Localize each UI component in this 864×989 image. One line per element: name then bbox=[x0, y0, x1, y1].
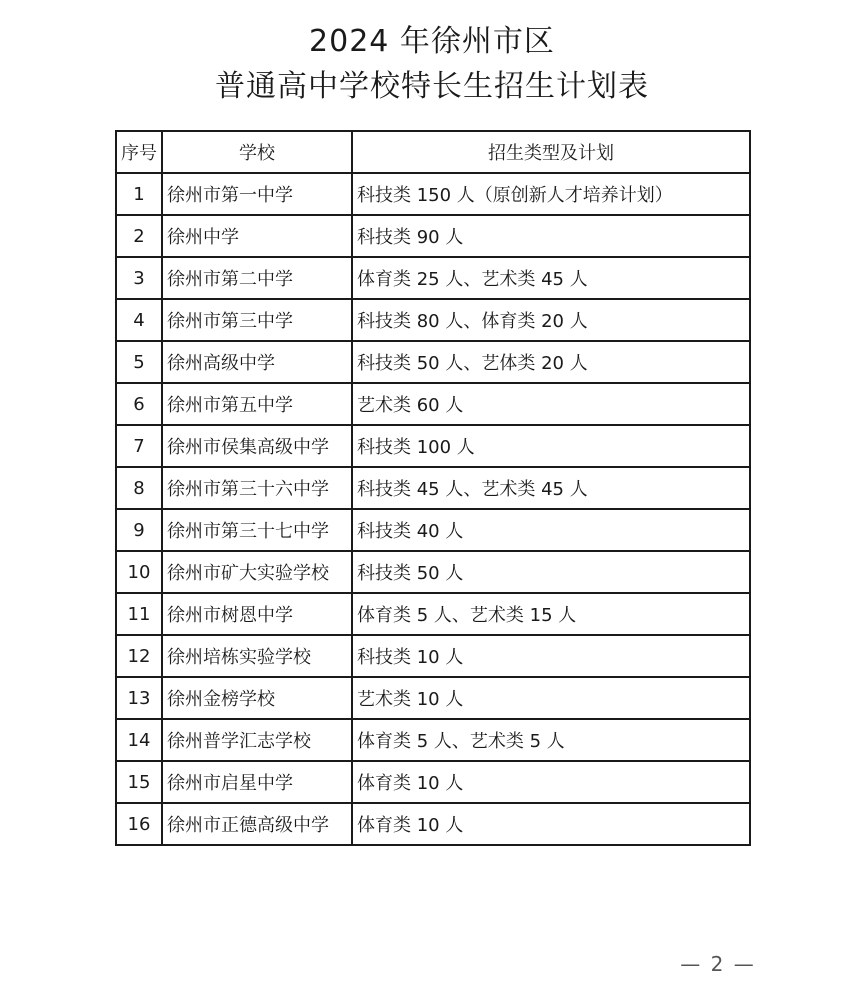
row-school: 徐州普学汇志学校 bbox=[162, 719, 352, 761]
table-row bbox=[116, 215, 750, 257]
row-plan: 体育类 25 人、艺术类 45 人 bbox=[352, 257, 750, 299]
header-school: 学校 bbox=[162, 131, 352, 173]
row-school: 徐州高级中学 bbox=[162, 341, 352, 383]
row-no: 9 bbox=[116, 509, 162, 551]
row-no: 11 bbox=[116, 593, 162, 635]
row-no: 13 bbox=[116, 677, 162, 719]
row-school: 徐州金榜学校 bbox=[162, 677, 352, 719]
row-no: 16 bbox=[116, 803, 162, 845]
table-header-row bbox=[116, 131, 750, 173]
row-school: 徐州市第一中学 bbox=[162, 173, 352, 215]
table-row bbox=[116, 257, 750, 299]
enrollment-plan-table bbox=[115, 130, 751, 846]
row-school: 徐州市第三十七中学 bbox=[162, 509, 352, 551]
table-row bbox=[116, 803, 750, 845]
row-school: 徐州中学 bbox=[162, 215, 352, 257]
row-plan: 科技类 90 人 bbox=[352, 215, 750, 257]
row-no: 10 bbox=[116, 551, 162, 593]
row-plan: 体育类 10 人 bbox=[352, 803, 750, 845]
row-plan: 科技类 40 人 bbox=[352, 509, 750, 551]
row-school: 徐州市第五中学 bbox=[162, 383, 352, 425]
row-no: 15 bbox=[116, 761, 162, 803]
row-plan: 科技类 100 人 bbox=[352, 425, 750, 467]
table-row bbox=[116, 299, 750, 341]
row-school: 徐州市第三中学 bbox=[162, 299, 352, 341]
row-plan: 体育类 5 人、艺术类 15 人 bbox=[352, 593, 750, 635]
row-plan: 科技类 10 人 bbox=[352, 635, 750, 677]
table-row bbox=[116, 635, 750, 677]
row-plan: 体育类 5 人、艺术类 5 人 bbox=[352, 719, 750, 761]
row-school: 徐州市第二中学 bbox=[162, 257, 352, 299]
row-plan: 艺术类 10 人 bbox=[352, 677, 750, 719]
row-plan: 科技类 80 人、体育类 20 人 bbox=[352, 299, 750, 341]
row-no: 3 bbox=[116, 257, 162, 299]
row-no: 2 bbox=[116, 215, 162, 257]
row-school: 徐州市启星中学 bbox=[162, 761, 352, 803]
row-no: 5 bbox=[116, 341, 162, 383]
row-plan: 科技类 150 人（原创新人才培养计划） bbox=[352, 173, 750, 215]
table-row bbox=[116, 341, 750, 383]
row-no: 1 bbox=[116, 173, 162, 215]
row-school: 徐州市正德高级中学 bbox=[162, 803, 352, 845]
row-no: 12 bbox=[116, 635, 162, 677]
table-row bbox=[116, 593, 750, 635]
row-plan: 艺术类 60 人 bbox=[352, 383, 750, 425]
row-school: 徐州市树恩中学 bbox=[162, 593, 352, 635]
table-row bbox=[116, 425, 750, 467]
table-body bbox=[116, 173, 750, 845]
row-school: 徐州市矿大实验学校 bbox=[162, 551, 352, 593]
row-plan: 科技类 50 人 bbox=[352, 551, 750, 593]
row-school: 徐州培栋实验学校 bbox=[162, 635, 352, 677]
table-row bbox=[116, 551, 750, 593]
table-row bbox=[116, 509, 750, 551]
table-row bbox=[116, 719, 750, 761]
row-plan: 体育类 10 人 bbox=[352, 761, 750, 803]
row-plan: 科技类 45 人、艺术类 45 人 bbox=[352, 467, 750, 509]
table-row bbox=[116, 383, 750, 425]
row-plan: 科技类 50 人、艺体类 20 人 bbox=[352, 341, 750, 383]
row-no: 14 bbox=[116, 719, 162, 761]
row-school: 徐州市侯集高级中学 bbox=[162, 425, 352, 467]
page-number: — 2 — bbox=[680, 952, 756, 976]
table-row bbox=[116, 467, 750, 509]
table-row bbox=[116, 173, 750, 215]
row-no: 4 bbox=[116, 299, 162, 341]
row-no: 7 bbox=[116, 425, 162, 467]
table-row bbox=[116, 677, 750, 719]
header-no: 序号 bbox=[116, 131, 162, 173]
title-line-2: 普通高中学校特长生招生计划表 bbox=[215, 69, 649, 104]
title-line-1: 2024 年徐州市区 bbox=[309, 24, 555, 59]
row-school: 徐州市第三十六中学 bbox=[162, 467, 352, 509]
header-plan: 招生类型及计划 bbox=[352, 131, 750, 173]
row-no: 6 bbox=[116, 383, 162, 425]
table-row bbox=[116, 761, 750, 803]
row-no: 8 bbox=[116, 467, 162, 509]
